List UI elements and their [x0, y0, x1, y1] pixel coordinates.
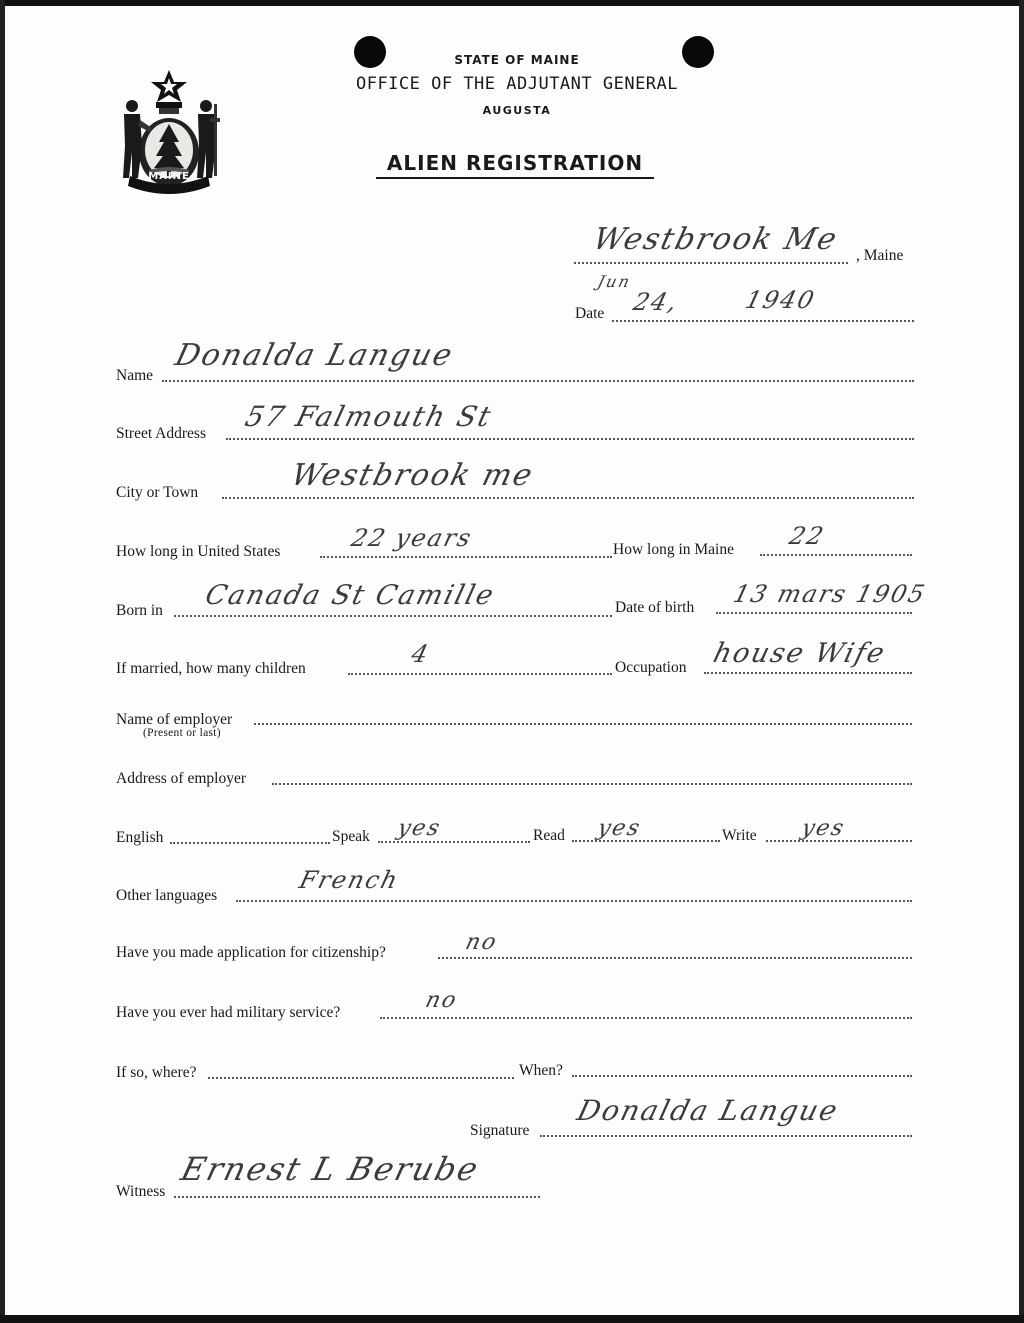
title-underline — [376, 177, 654, 179]
date-of-birth-label: Date of birth — [615, 599, 695, 616]
town-entry: Westbrook Me — [589, 222, 842, 257]
city-entry: Westbrook me — [287, 458, 538, 493]
if-so-where-line — [208, 1077, 514, 1079]
town-line — [574, 262, 848, 264]
write-entry: yes — [798, 816, 848, 841]
speak-entry: yes — [394, 816, 444, 841]
witness-label: Witness — [116, 1183, 166, 1200]
born-in-label: Born in — [116, 602, 163, 619]
other-languages-entry: French — [296, 866, 403, 894]
other-languages-line — [236, 900, 912, 902]
signature-line — [540, 1135, 912, 1137]
children-label: If married, how many children — [116, 660, 306, 677]
how-long-maine-entry: 22 — [786, 522, 829, 550]
seal-banner-text: MAINE — [148, 171, 190, 182]
occupation-label: Occupation — [615, 659, 687, 676]
name-entry: Donalda Langue — [171, 338, 458, 373]
date-label: Date — [575, 305, 605, 322]
maine-label: , Maine — [856, 247, 904, 264]
speak-label: Speak — [332, 828, 370, 845]
date-of-birth-entry: 13 mars 1905 — [730, 580, 930, 608]
children-entry: 4 — [408, 640, 433, 668]
employer-note: (Present or last) — [143, 727, 221, 739]
how-long-us-line — [320, 556, 612, 558]
scan-border-top — [0, 0, 1024, 6]
signature-label: Signature — [470, 1122, 530, 1139]
name-label: Name — [116, 367, 154, 384]
read-entry: yes — [594, 816, 644, 841]
occupation-line — [704, 672, 912, 674]
english-line — [170, 842, 330, 844]
date-of-birth-line — [716, 612, 912, 614]
employer-address-line — [272, 783, 912, 785]
how-long-us-label: How long in United States — [116, 543, 281, 560]
date-line — [612, 320, 914, 322]
citizenship-line — [438, 957, 912, 959]
born-in-line — [174, 615, 612, 617]
date-month-entry: Jun — [595, 272, 634, 291]
how-long-maine-label: How long in Maine — [613, 541, 734, 558]
date-day-entry: 24, — [630, 288, 682, 316]
occupation-entry: house Wife — [710, 638, 890, 669]
children-line — [348, 673, 612, 675]
scan-border-bottom — [0, 1315, 1024, 1323]
born-in-entry: Canada St Camille — [202, 580, 499, 611]
scan-border-left — [0, 0, 5, 1323]
name-line — [162, 380, 914, 382]
scan-border-right — [1019, 0, 1024, 1323]
how-long-maine-line — [760, 554, 912, 556]
employer-name-label: Name of employer — [116, 711, 233, 728]
form-title: ALIEN REGISTRATION — [386, 151, 644, 175]
read-label: Read — [533, 827, 565, 844]
witness-entry: Ernest L Berube — [177, 1150, 484, 1188]
other-languages-label: Other languages — [116, 887, 218, 904]
how-long-us-entry: 22 years — [348, 524, 476, 552]
military-entry: no — [422, 988, 461, 1013]
city-label: City or Town — [116, 484, 199, 501]
speak-line — [378, 841, 530, 843]
date-year-entry: 1940 — [742, 286, 819, 314]
street-address-entry: 57 Falmouth St — [241, 400, 496, 433]
english-label: English — [116, 829, 164, 846]
military-label: Have you ever had military service? — [116, 1004, 341, 1021]
employer-name-line — [254, 723, 912, 725]
header-state: STATE OF MAINE — [454, 53, 580, 67]
when-line — [572, 1075, 912, 1077]
city-line — [222, 497, 914, 499]
write-label: Write — [722, 827, 757, 844]
military-line — [380, 1017, 912, 1019]
if-so-where-label: If so, where? — [116, 1064, 197, 1081]
witness-line — [174, 1196, 540, 1198]
citizenship-entry: no — [462, 930, 501, 955]
header-office: OFFICE OF THE ADJUTANT GENERAL — [355, 74, 679, 94]
signature-entry: Donalda Langue — [573, 1094, 843, 1127]
street-address-label: Street Address — [116, 425, 206, 442]
when-label: When? — [519, 1062, 563, 1079]
citizenship-label: Have you made application for citizenship? — [116, 944, 386, 961]
street-address-line — [226, 438, 914, 440]
header-city: AUGUSTA — [482, 104, 552, 117]
employer-address-label: Address of employer — [116, 770, 246, 787]
